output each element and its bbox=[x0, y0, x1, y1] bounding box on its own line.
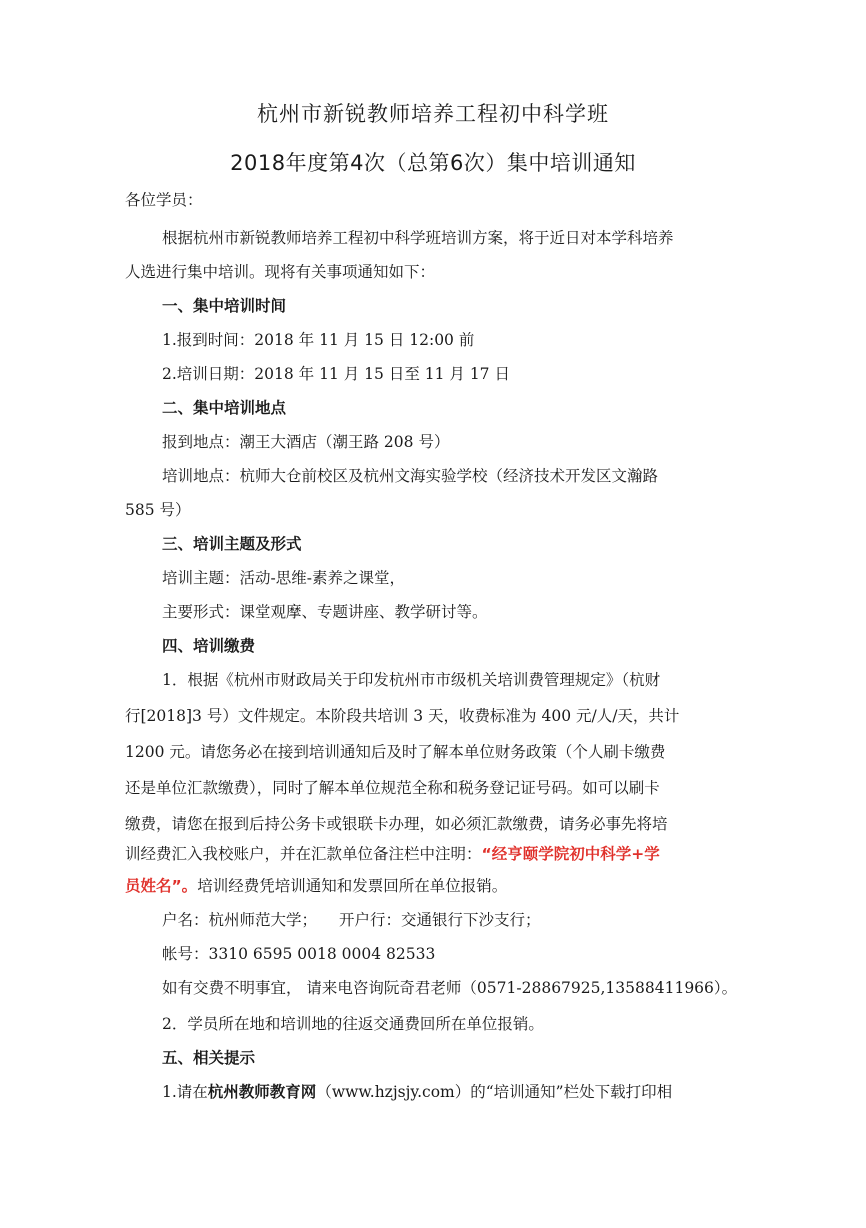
intro-line: 人选进行集中培训。现将有关事项通知如下： bbox=[125, 263, 436, 281]
greeting: 各位学员： bbox=[125, 191, 203, 209]
checkin-time: 1.报到时间：2018 年 11 月 15 日 12:00 前 bbox=[162, 331, 475, 349]
account-name: 户名：杭州师范大学； bbox=[162, 911, 318, 929]
remittance-note-highlight: “经亨颐学院初中科学+学 bbox=[481, 845, 660, 863]
fee-paragraph-line: 行[2018]3 号）文件规定。本阶段共培训 3 天，收费标准为 400 元/人/天，共计 bbox=[125, 707, 680, 725]
account-info bbox=[162, 908, 792, 932]
remittance-note-highlight: 员姓名”。 bbox=[125, 877, 198, 895]
fee-note-text: 培训经费凭培训通知和发票回所在单位报销。 bbox=[197, 877, 508, 895]
contact-info: 如有交费不明事宜， 请来电咨询阮奇君老师（0571-28867925,13588411966）。 bbox=[162, 979, 738, 997]
training-format: 主要形式：课堂观摩、专题讲座、教学研讨等。 bbox=[162, 603, 488, 621]
travel-expense-note: 2．学员所在地和培训地的往返交通费回所在单位报销。 bbox=[162, 1015, 544, 1033]
fee-paragraph-line: 缴费，请您在报到后持公务卡或银联卡办理，如必须汇款缴费，请务必事先将培 bbox=[125, 815, 668, 833]
tip-text: 1.请在 bbox=[162, 1083, 208, 1101]
fee-paragraph-line bbox=[125, 842, 755, 866]
bank-name: 开户行：交通银行下沙支行； bbox=[339, 911, 541, 929]
account-number: 帐号：3310 6595 0018 0004 82533 bbox=[162, 945, 436, 963]
section-heading: 四、培训缴费 bbox=[162, 637, 256, 655]
download-tip bbox=[162, 1080, 792, 1104]
checkin-location: 报到地点：潮王大酒店（潮王路 208 号） bbox=[162, 433, 450, 451]
fee-paragraph-line: 1200 元。请您务必在接到培训通知后及时了解本单位财务政策（个人刷卡缴费 bbox=[125, 743, 666, 761]
training-dates: 2.培训日期：2018 年 11 月 15 日至 11 月 17 日 bbox=[162, 365, 510, 383]
fee-paragraph-line bbox=[125, 874, 755, 898]
fee-paragraph-line: 1．根据《杭州市财政局关于印发杭州市市级机关培训费管理规定》（杭财 bbox=[162, 671, 661, 689]
tip-text: （www.hzjsjy.com）的“培训通知”栏处下载打印相 bbox=[316, 1083, 673, 1101]
document-subtitle: 2018年度第4次（总第6次）集中培训通知 bbox=[230, 151, 636, 175]
intro-line: 根据杭州市新锐教师培养工程初中科学班培训方案，将于近日对本学科培养 bbox=[162, 229, 674, 247]
training-venue: 培训地点：杭师大仓前校区及杭州文海实验学校（经济技术开发区文瀚路 bbox=[162, 467, 659, 485]
training-venue: 585 号） bbox=[125, 501, 191, 519]
training-theme: 培训主题：活动-思维-素养之课堂， bbox=[162, 569, 405, 587]
section-heading: 二、集中培训地点 bbox=[162, 399, 287, 417]
document-title: 杭州市新锐教师培养工程初中科学班 bbox=[257, 102, 609, 126]
website-name: 杭州教师教育网 bbox=[207, 1083, 317, 1101]
fee-paragraph-line: 还是单位汇款缴费），同时了解本单位规范全称和税务登记证号码。如可以刷卡 bbox=[125, 779, 660, 797]
section-heading: 三、培训主题及形式 bbox=[162, 535, 302, 553]
section-heading: 一、集中培训时间 bbox=[162, 297, 287, 315]
section-heading: 五、相关提示 bbox=[162, 1049, 256, 1067]
fee-note-text: 训经费汇入我校账户，并在汇款单位备注栏中注明： bbox=[125, 845, 482, 863]
